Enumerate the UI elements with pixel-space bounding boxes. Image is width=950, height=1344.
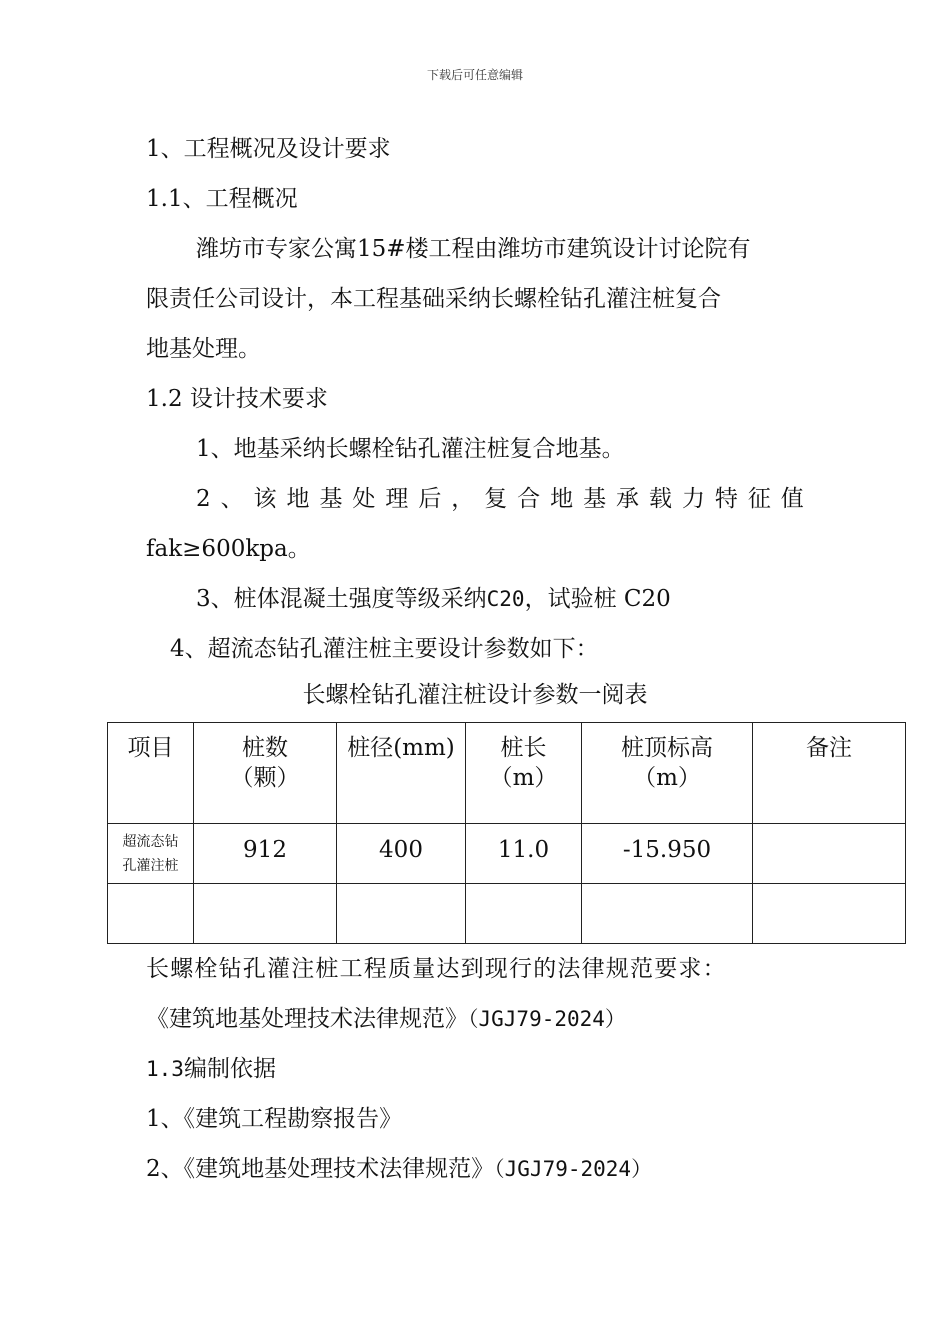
basis-1: 1、《建筑工程勘察报告》 bbox=[146, 1106, 403, 1132]
table-row bbox=[108, 824, 906, 884]
requirement-3: 3、桩体混凝土强度等级采纳C20，试验桩 C20 bbox=[196, 586, 671, 612]
header-cell-count: 桩数 （颗） bbox=[194, 723, 337, 824]
header-cell-length: 桩长 （m） bbox=[466, 723, 582, 824]
quality-statement: 长螺栓钻孔灌注桩工程质量达到现行的法律规范要求： bbox=[146, 956, 727, 982]
header-cell-item: 项目 bbox=[108, 723, 194, 824]
cell-length: 11.0 bbox=[466, 824, 582, 884]
table-row-empty bbox=[108, 884, 906, 944]
section-1-1-title: 1.1、工程概况 bbox=[146, 186, 298, 212]
basis-2: 2、《建筑地基处理技术法律规范》（JGJ79-2024） bbox=[146, 1156, 653, 1182]
header-cell-top-elevation: 桩顶标高 （m） bbox=[582, 723, 753, 824]
requirement-1: 1、地基采纳长螺栓钻孔灌注桩复合地基。 bbox=[196, 436, 625, 462]
header-cell-note: 备注 bbox=[753, 723, 906, 824]
section-1-title: 1、工程概况及设计要求 bbox=[146, 136, 391, 162]
section-1-3-title: 1.3编制依据 bbox=[146, 1056, 276, 1082]
cell-top-elevation: -15.950 bbox=[582, 824, 753, 884]
overview-paragraph-line-1: 潍坊市专家公寓15#楼工程由潍坊市建筑设计讨论院有 bbox=[196, 236, 751, 262]
overview-paragraph-line-2: 限责任公司设计，本工程基础采纳长螺栓钻孔灌注桩复合 bbox=[146, 286, 721, 312]
section-1-2-title: 1.2 设计技术要求 bbox=[146, 386, 328, 412]
requirement-4: 4、超流态钻孔灌注桩主要设计参数如下： bbox=[170, 636, 599, 662]
requirement-2-value: fak≥600kpa。 bbox=[146, 536, 311, 562]
requirement-2: 2 、 该 地 基 处 理 后 ， 复 合 地 基 承 载 力 特 征 值 bbox=[196, 486, 804, 512]
page-header: 下载后可任意编辑 bbox=[426, 68, 523, 82]
table-header-row bbox=[108, 723, 906, 824]
cell-count: 912 bbox=[194, 824, 337, 884]
cell-diameter: 400 bbox=[337, 824, 466, 884]
table-caption: 长螺栓钻孔灌注桩设计参数一阅表 bbox=[302, 682, 648, 708]
overview-paragraph-line-3: 地基处理。 bbox=[146, 336, 261, 362]
spec-reference: 《建筑地基处理技术法律规范》（JGJ79-2024） bbox=[146, 1006, 626, 1032]
header-cell-diameter: 桩径(mm) bbox=[337, 723, 466, 824]
cell-item: 超流态钻 孔灌注桩 bbox=[108, 824, 194, 884]
cell-note bbox=[753, 824, 906, 884]
pile-parameters-table bbox=[107, 722, 906, 944]
